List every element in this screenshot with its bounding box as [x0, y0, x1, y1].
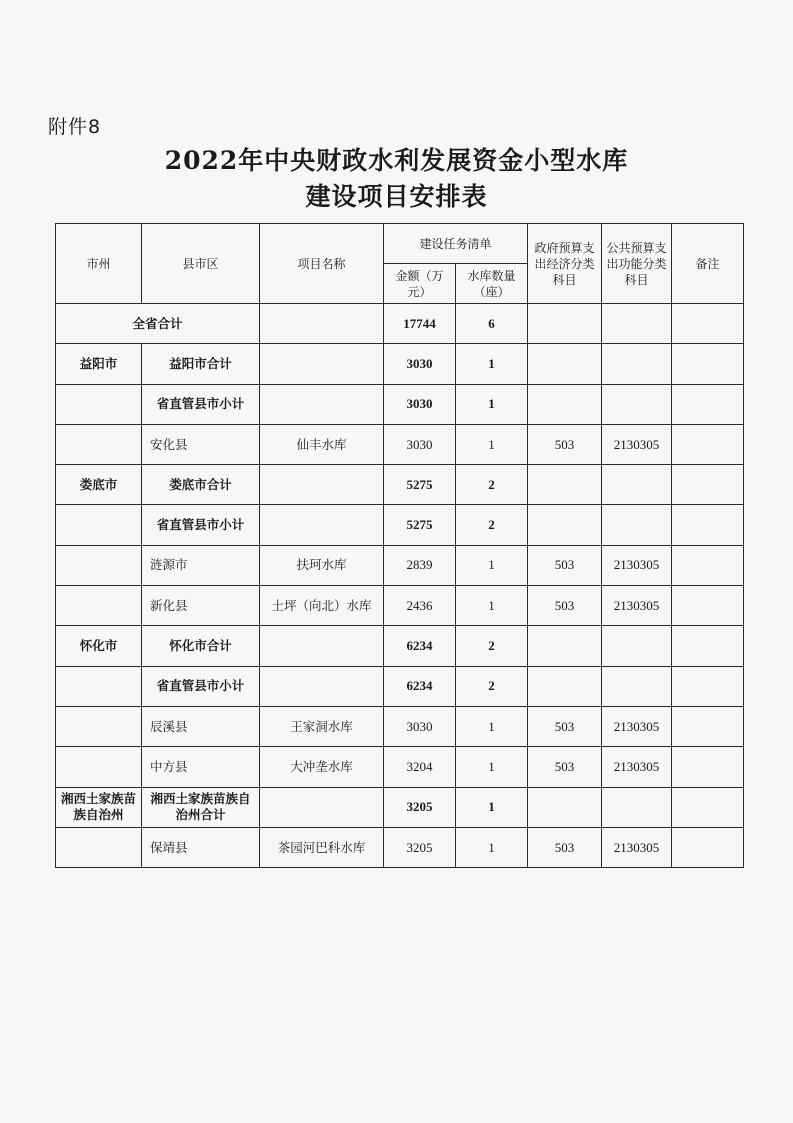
title-line-1: 2022年中央财政水利发展资金小型水库	[164, 146, 629, 175]
remark-cell	[672, 344, 744, 384]
table-row	[56, 747, 744, 787]
city-cell	[56, 827, 142, 867]
func-code-cell: 2130305	[602, 747, 672, 787]
county-cell: 保靖县	[142, 827, 260, 867]
project-name-cell: 扶珂水库	[260, 545, 384, 585]
remark-cell	[672, 827, 744, 867]
remark-cell	[672, 586, 744, 626]
project-name-cell	[260, 626, 384, 666]
amount-cell: 3204	[384, 747, 456, 787]
remark-cell	[672, 465, 744, 505]
func-code-cell: 2130305	[602, 827, 672, 867]
city-cell	[56, 505, 142, 545]
reservoir-count-cell: 2	[456, 505, 528, 545]
city-cell: 怀化市	[56, 626, 142, 666]
econ-code-cell	[528, 505, 602, 545]
econ-code-cell	[528, 344, 602, 384]
remark-cell	[672, 304, 744, 344]
county-cell: 省直管县市小计	[142, 666, 260, 706]
reservoir-count-cell: 1	[456, 344, 528, 384]
table-row	[56, 465, 744, 505]
remark-cell	[672, 424, 744, 464]
county-cell: 省直管县市小计	[142, 384, 260, 424]
table-row	[56, 626, 744, 666]
header-city: 市州	[56, 224, 142, 304]
table-row	[56, 384, 744, 424]
func-code-cell	[602, 384, 672, 424]
city-cell: 湘西土家族苗族自治州	[56, 787, 142, 827]
county-cell: 益阳市合计	[142, 344, 260, 384]
econ-code-cell	[528, 787, 602, 827]
econ-code-cell: 503	[528, 706, 602, 746]
amount-cell: 6234	[384, 626, 456, 666]
county-cell: 省直管县市小计	[142, 505, 260, 545]
county-cell: 娄底市合计	[142, 465, 260, 505]
header-remark: 备注	[672, 224, 744, 304]
remark-cell	[672, 505, 744, 545]
amount-cell: 3030	[384, 384, 456, 424]
page-title	[0, 143, 793, 215]
project-name-cell	[260, 465, 384, 505]
project-name-cell: 茶园河巴科水库	[260, 827, 384, 867]
project-name-cell: 仙丰水库	[260, 424, 384, 464]
reservoir-count-cell: 1	[456, 787, 528, 827]
county-cell: 新化县	[142, 586, 260, 626]
project-name-cell: 大冲垄水库	[260, 747, 384, 787]
econ-code-cell	[528, 384, 602, 424]
table-row	[56, 344, 744, 384]
func-code-cell	[602, 304, 672, 344]
table-row	[56, 505, 744, 545]
table-row	[56, 787, 744, 827]
func-code-cell	[602, 465, 672, 505]
header-project: 项目名称	[260, 224, 384, 304]
func-code-cell	[602, 666, 672, 706]
county-cell: 湘西土家族苗族自治州合计	[142, 787, 260, 827]
func-code-cell: 2130305	[602, 424, 672, 464]
econ-code-cell: 503	[528, 827, 602, 867]
header-county: 县市区	[142, 224, 260, 304]
econ-code-cell: 503	[528, 545, 602, 585]
remark-cell	[672, 626, 744, 666]
header-count: 水库数量（座）	[456, 264, 528, 304]
header-task-list: 建设任务清单	[384, 224, 528, 264]
county-cell: 中方县	[142, 747, 260, 787]
county-cell: 怀化市合计	[142, 626, 260, 666]
table-row	[56, 706, 744, 746]
reservoir-count-cell: 1	[456, 827, 528, 867]
county-cell: 涟源市	[142, 545, 260, 585]
city-cell: 娄底市	[56, 465, 142, 505]
econ-code-cell: 503	[528, 586, 602, 626]
remark-cell	[672, 666, 744, 706]
amount-cell: 3205	[384, 787, 456, 827]
reservoir-count-cell: 1	[456, 747, 528, 787]
project-name-cell	[260, 666, 384, 706]
table-row	[56, 424, 744, 464]
econ-code-cell	[528, 304, 602, 344]
project-name-cell: 王家洞水库	[260, 706, 384, 746]
city-cell	[56, 424, 142, 464]
city-cell: 益阳市	[56, 344, 142, 384]
county-cell: 辰溪县	[142, 706, 260, 746]
amount-cell: 17744	[384, 304, 456, 344]
amount-cell: 3030	[384, 344, 456, 384]
table-row	[56, 666, 744, 706]
econ-code-cell: 503	[528, 747, 602, 787]
table-row	[56, 586, 744, 626]
remark-cell	[672, 545, 744, 585]
amount-cell: 2839	[384, 545, 456, 585]
reservoir-count-cell: 1	[456, 384, 528, 424]
func-code-cell: 2130305	[602, 586, 672, 626]
reservoir-count-cell: 1	[456, 586, 528, 626]
econ-code-cell	[528, 666, 602, 706]
remark-cell	[672, 787, 744, 827]
city-cell	[56, 545, 142, 585]
city-cell	[56, 384, 142, 424]
table-row	[56, 827, 744, 867]
title-line-2: 建设项目安排表	[305, 182, 488, 211]
reservoir-count-cell: 1	[456, 545, 528, 585]
project-name-cell	[260, 787, 384, 827]
reservoir-count-cell: 2	[456, 465, 528, 505]
project-name-cell	[260, 505, 384, 545]
func-code-cell	[602, 505, 672, 545]
amount-cell: 5275	[384, 465, 456, 505]
project-name-cell: 土坪（向北）水库	[260, 586, 384, 626]
remark-cell	[672, 747, 744, 787]
amount-cell: 6234	[384, 666, 456, 706]
func-code-cell	[602, 626, 672, 666]
amount-cell: 3205	[384, 827, 456, 867]
county-cell: 安化县	[142, 424, 260, 464]
amount-cell: 3030	[384, 424, 456, 464]
func-code-cell: 2130305	[602, 706, 672, 746]
reservoir-count-cell: 1	[456, 706, 528, 746]
province-total-label: 全省合计	[56, 304, 260, 344]
amount-cell: 2436	[384, 586, 456, 626]
table-row	[56, 545, 744, 585]
project-name-cell	[260, 344, 384, 384]
city-cell	[56, 586, 142, 626]
reservoir-count-cell: 6	[456, 304, 528, 344]
attachment-label: 附件8	[48, 116, 102, 138]
project-name-cell	[260, 304, 384, 344]
header-func-code: 公共预算支出功能分类科目	[602, 224, 672, 304]
city-cell	[56, 706, 142, 746]
header-econ-code: 政府预算支出经济分类科目	[528, 224, 602, 304]
func-code-cell: 2130305	[602, 545, 672, 585]
reservoir-count-cell: 2	[456, 626, 528, 666]
econ-code-cell	[528, 465, 602, 505]
func-code-cell	[602, 787, 672, 827]
remark-cell	[672, 384, 744, 424]
func-code-cell	[602, 344, 672, 384]
econ-code-cell	[528, 626, 602, 666]
reservoir-count-cell: 1	[456, 424, 528, 464]
remark-cell	[672, 706, 744, 746]
amount-cell: 5275	[384, 505, 456, 545]
project-name-cell	[260, 384, 384, 424]
table-row	[56, 304, 744, 344]
amount-cell: 3030	[384, 706, 456, 746]
project-table	[55, 223, 744, 868]
header-amount: 金额（万元）	[384, 264, 456, 304]
city-cell	[56, 666, 142, 706]
econ-code-cell: 503	[528, 424, 602, 464]
city-cell	[56, 747, 142, 787]
reservoir-count-cell: 2	[456, 666, 528, 706]
